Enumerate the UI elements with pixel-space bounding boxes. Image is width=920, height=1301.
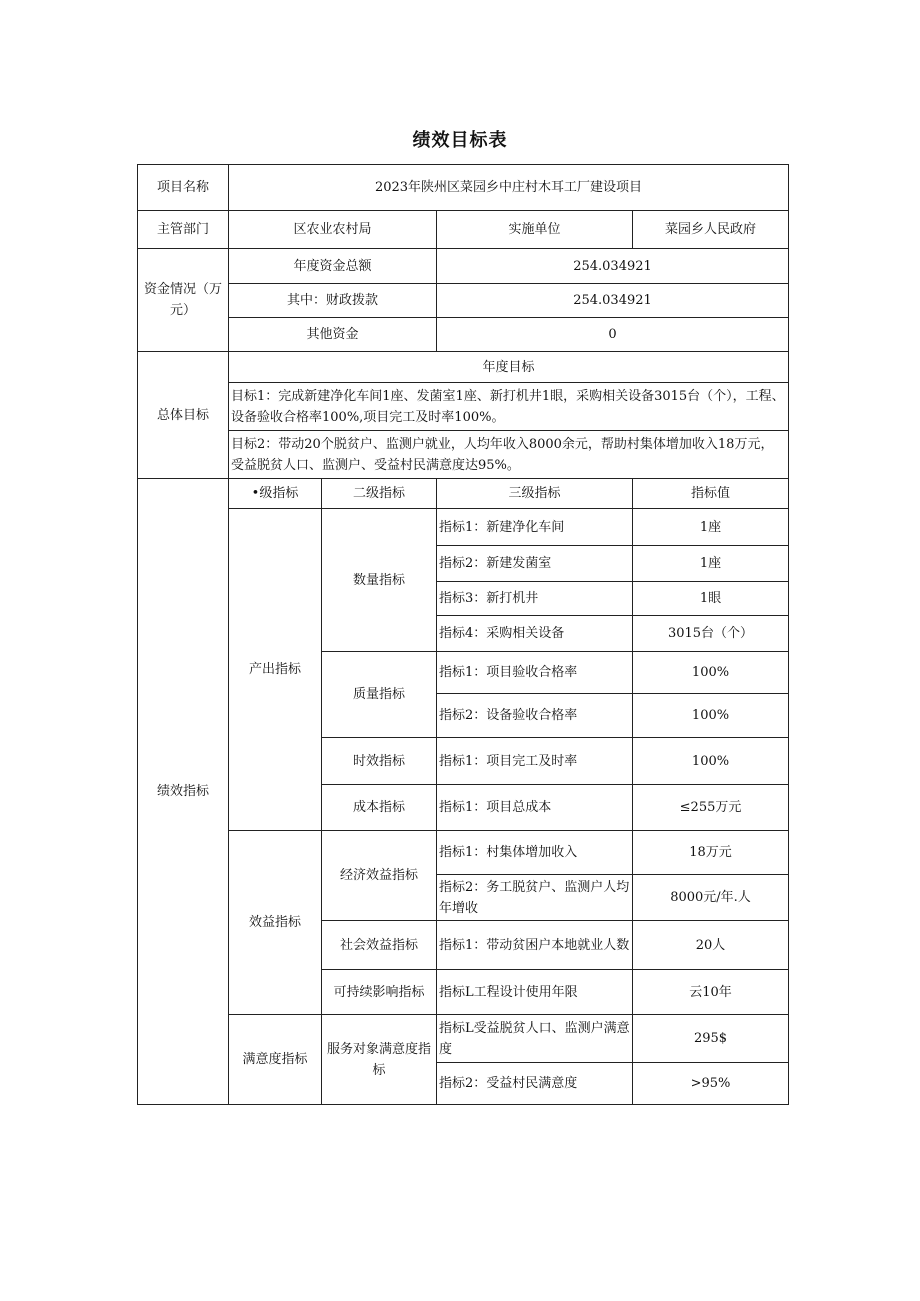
overall-goal-row [138,431,789,479]
funds-row [138,284,789,318]
indicator-value: 18万元 [633,831,789,875]
overall-goal-label: 总体目标 [138,352,229,479]
service-satisfaction-label: 服务对象满意度指标 [322,1015,437,1105]
indicator-name: 指标L受益脱贫人口、监测户满意度 [437,1015,633,1063]
indicator-name: 指标L工程设计使用年限 [437,970,633,1015]
indicator-value: 20人 [633,921,789,970]
funds-fiscal-label: 其中：财政拨款 [229,284,437,318]
department-row [138,211,789,249]
indicator-value: ≤255万元 [633,785,789,831]
project-name-row [138,165,789,211]
indicator-value: 云10年 [633,970,789,1015]
funds-row [138,249,789,284]
indicator-name: 指标1：项目验收合格率 [437,652,633,694]
social-benefit-label: 社会效益指标 [322,921,437,970]
level1-header: •级指标 [229,479,322,509]
indicator-value: 3015台（个） [633,616,789,652]
timeliness-indicator-label: 时效指标 [322,738,437,785]
quantity-indicator-label: 数量指标 [322,509,437,652]
output-indicator-label: 产出指标 [229,509,322,831]
indicator-header-row [138,479,789,509]
table-row [138,831,789,875]
cost-indicator-label: 成本指标 [322,785,437,831]
performance-target-table [137,164,789,1105]
indicator-value: 1座 [633,509,789,546]
department-label: 主管部门 [138,211,229,249]
quality-indicator-label: 质量指标 [322,652,437,738]
satisfaction-indicator-label: 满意度指标 [229,1015,322,1105]
indicator-value-header: 指标值 [633,479,789,509]
project-name-value: 2023年陕州区菜园乡中庄村木耳工厂建设项目 [229,165,789,211]
indicator-name: 指标2：设备验收合格率 [437,694,633,738]
indicator-value: 8000元/年.人 [633,875,789,921]
funds-label: 资金情况（万元） [138,249,229,352]
indicator-value: 295$ [633,1015,789,1063]
goal-2-text: 目标2：带动20个脱贫户、监测户就业，人均年收入8000余元，帮助村集体增加收入18万元，受益脱贫人口、监测户、受益村民满意度达95%。 [229,431,789,479]
annual-goal-header: 年度目标 [229,352,789,383]
table-row [138,1015,789,1063]
indicator-name: 指标2：受益村民满意度 [437,1063,633,1105]
project-name-label: 项目名称 [138,165,229,211]
indicator-value: 100% [633,738,789,785]
indicator-name: 指标1：项目总成本 [437,785,633,831]
benefit-indicator-label: 效益指标 [229,831,322,1015]
indicator-name: 指标2：务工脱贫户、监测户人均年增收 [437,875,633,921]
funds-row [138,318,789,352]
performance-indicator-label: 绩效指标 [138,479,229,1105]
overall-goal-row [138,383,789,431]
indicator-name: 指标1：带动贫困户本地就业人数 [437,921,633,970]
funds-other-value: 0 [437,318,789,352]
overall-goal-row [138,352,789,383]
implementer-value: 菜园乡人民政府 [633,211,789,249]
indicator-name: 指标3：新打机井 [437,582,633,616]
sustainable-impact-label: 可持续影响指标 [322,970,437,1015]
funds-other-label: 其他资金 [229,318,437,352]
indicator-name: 指标4：采购相关设备 [437,616,633,652]
department-value: 区农业农村局 [229,211,437,249]
goal-1-text: 目标1：完成新建净化车间1座、发菌室1座、新打机井1眼，采购相关设备3015台（个），工程、设备验收合格率100%,项目完工及时率100%。 [229,383,789,431]
indicator-name: 指标1：新建净化车间 [437,509,633,546]
table-row [138,509,789,546]
funds-total-value: 254.034921 [437,249,789,284]
indicator-value: 100% [633,652,789,694]
indicator-value: >95% [633,1063,789,1105]
indicator-value: 100% [633,694,789,738]
indicator-name: 指标1：项目完工及时率 [437,738,633,785]
page-title: 绩效目标表 [412,130,508,151]
indicator-name: 指标2：新建发菌室 [437,546,633,582]
level2-header: 二级指标 [322,479,437,509]
level3-header: 三级指标 [437,479,633,509]
indicator-value: 1眼 [633,582,789,616]
indicator-name: 指标1：村集体增加收入 [437,831,633,875]
funds-total-label: 年度资金总额 [229,249,437,284]
implementer-label: 实施单位 [437,211,633,249]
indicator-value: 1座 [633,546,789,582]
funds-fiscal-value: 254.034921 [437,284,789,318]
economic-benefit-label: 经济效益指标 [322,831,437,921]
